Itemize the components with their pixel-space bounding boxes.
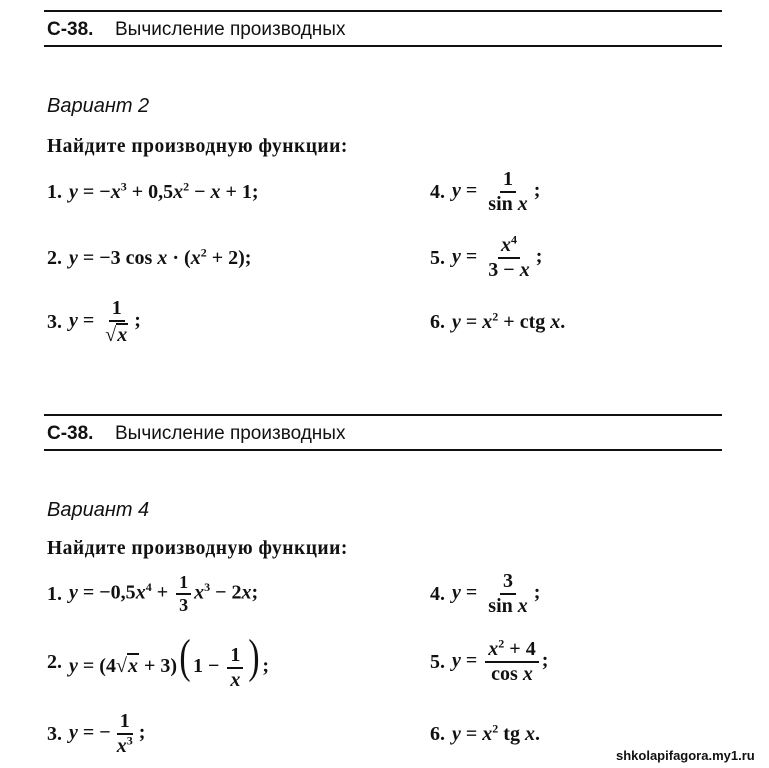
exercise-item: [430, 564, 540, 624]
exercise-item: [430, 632, 548, 692]
exercise-formula: $y = -x^3 + 0,5x^2 - x + 1$;: [69, 178, 259, 203]
exercise-formula: y = $\frac{1}{\text{sin x}}$ ;: [452, 168, 541, 215]
exercise-formula: y = −3 $\cos x \cdot (x^2 + 2)$;: [69, 244, 252, 269]
exercise-number: 4.: [430, 582, 445, 605]
section-code: С-38.: [47, 19, 94, 40]
exercise-number: 1.: [47, 582, 62, 605]
variant-label: Вариант 4: [47, 499, 150, 521]
exercise-number: 1.: [47, 180, 62, 203]
exercise-formula: $y = -0,5x^4$ + $\frac{1}{3}$ $x^3 - 2x$;: [69, 572, 259, 615]
exercise-item: [430, 292, 565, 352]
section-title: Вычисление производных: [115, 423, 346, 444]
exercise-item: [47, 292, 141, 352]
exercise-item: [47, 162, 259, 222]
exercise-item: [47, 632, 269, 692]
exercise-number: 6.: [430, 310, 445, 333]
section-title: Вычисление производных: [115, 19, 346, 40]
exercise-formula: $y = x^2$ tg x.: [452, 720, 540, 745]
exercise-number: 4.: [430, 180, 445, 203]
variant-label: Вариант 2: [47, 95, 150, 117]
exercise-formula: y = $\frac{3}{\text{sin x}}$ ;: [452, 570, 541, 617]
exercise-number: 6.: [430, 722, 445, 745]
site-watermark: shkolapifagora.my1.ru: [616, 748, 755, 763]
exercise-number: 3.: [47, 722, 62, 745]
task-instruction: Найдите производную функции:: [47, 136, 348, 157]
exercise-item: [47, 704, 145, 764]
exercise-formula: y = − $\frac{1}{x^3}$ ;: [69, 710, 146, 757]
section-code: С-38.: [47, 423, 94, 444]
header-rule-bottom: [44, 449, 722, 451]
exercise-item: [430, 704, 540, 764]
exercise-number: 2.: [47, 650, 62, 673]
exercise-formula: y = $\frac{x^4}{3 - x}$ ;: [452, 232, 543, 281]
exercise-number: 2.: [47, 246, 62, 269]
exercise-item: [430, 228, 542, 288]
header-rule-top: [44, 414, 722, 416]
exercise-formula: $y = x^2$ + ctg x.: [452, 308, 566, 333]
exercise-item: [47, 564, 258, 624]
exercise-item: [47, 228, 251, 288]
exercise-number: 5.: [430, 246, 445, 269]
exercise-formula: y = $\frac{x^2 + 4}{\text{cos x}}$ ;: [452, 636, 549, 685]
exercise-number: 5.: [430, 650, 445, 673]
header-rule-bottom: [44, 45, 722, 47]
exercise-formula: y = (4 √ x + 3)( 1 − $\frac{1}{x}$ ) ;: [69, 630, 270, 691]
exercise-item: [430, 162, 540, 222]
task-instruction: Найдите производную функции:: [47, 538, 348, 559]
exercise-formula: y = 1 √ x ;: [69, 297, 141, 346]
exercise-number: 3.: [47, 310, 62, 333]
header-rule-top: [44, 10, 722, 12]
